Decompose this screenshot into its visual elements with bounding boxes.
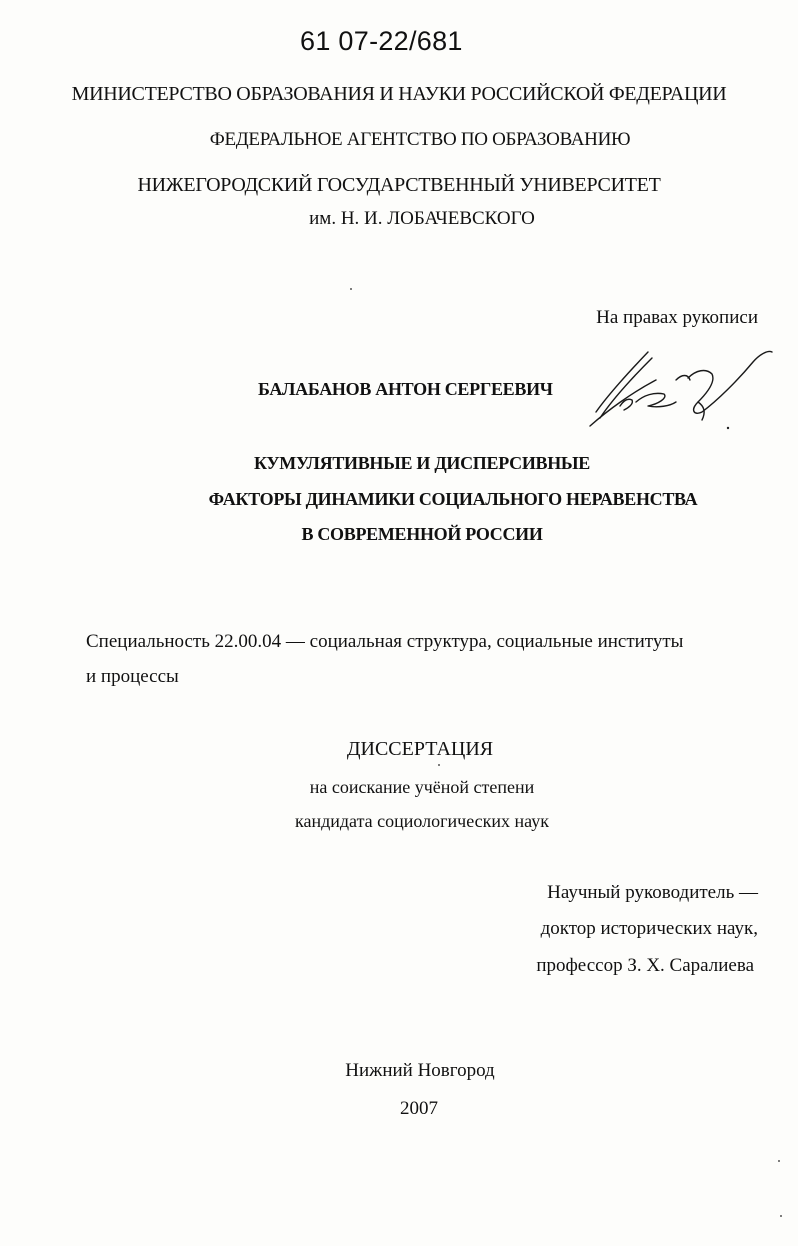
ministry-heading: МИНИСТЕРСТВО ОБРАЗОВАНИЯ И НАУКИ РОССИЙСКОЙ ФЕДЕРАЦИИ	[71, 83, 727, 105]
archive-number: 61 07-22/681	[300, 26, 463, 56]
supervisor-line-3: профессор З. Х. Саралиева	[536, 955, 754, 976]
supervisor-line-1: Научный руководитель —	[547, 882, 758, 903]
work-type: ДИССЕРТАЦИЯ	[346, 738, 494, 760]
degree-line-2: кандидата социологических наук	[295, 811, 549, 831]
degree-line-1: на соискание учёной степени	[309, 777, 535, 797]
city: Нижний Новгород	[345, 1060, 495, 1081]
scan-speck	[780, 1215, 782, 1217]
scan-speck	[778, 1160, 780, 1162]
title-line-2: ФАКТОРЫ ДИНАМИКИ СОЦИАЛЬНОГО НЕРАВЕНСТВА	[208, 489, 698, 509]
university-heading: НИЖЕГОРОДСКИЙ ГОСУДАРСТВЕННЫЙ УНИВЕРСИТЕТ	[137, 174, 661, 196]
agency-heading: ФЕДЕРАЛЬНОЕ АГЕНТСТВО ПО ОБРАЗОВАНИЮ	[209, 129, 631, 150]
manuscript-note: На правах рукописи	[596, 307, 758, 328]
university-named-after: им. Н. И. ЛОБАЧЕВСКОГО	[309, 208, 535, 229]
title-line-3: В СОВРЕМЕННОЙ РОССИИ	[301, 524, 543, 544]
scan-speck	[438, 764, 440, 766]
year: 2007	[400, 1098, 438, 1119]
signature-image	[578, 340, 788, 435]
author-name: БАЛАБАНОВ АНТОН СЕРГЕЕВИЧ	[258, 379, 553, 399]
specialty-line-1: Специальность 22.00.04 — социальная структура, социальные институты	[86, 631, 684, 652]
specialty-line-2: и процессы	[86, 666, 179, 687]
scan-speck	[350, 288, 352, 290]
supervisor-line-2: доктор исторических наук,	[540, 918, 758, 939]
title-line-1: КУМУЛЯТИВНЫЕ И ДИСПЕРСИВНЫЕ	[253, 453, 591, 473]
